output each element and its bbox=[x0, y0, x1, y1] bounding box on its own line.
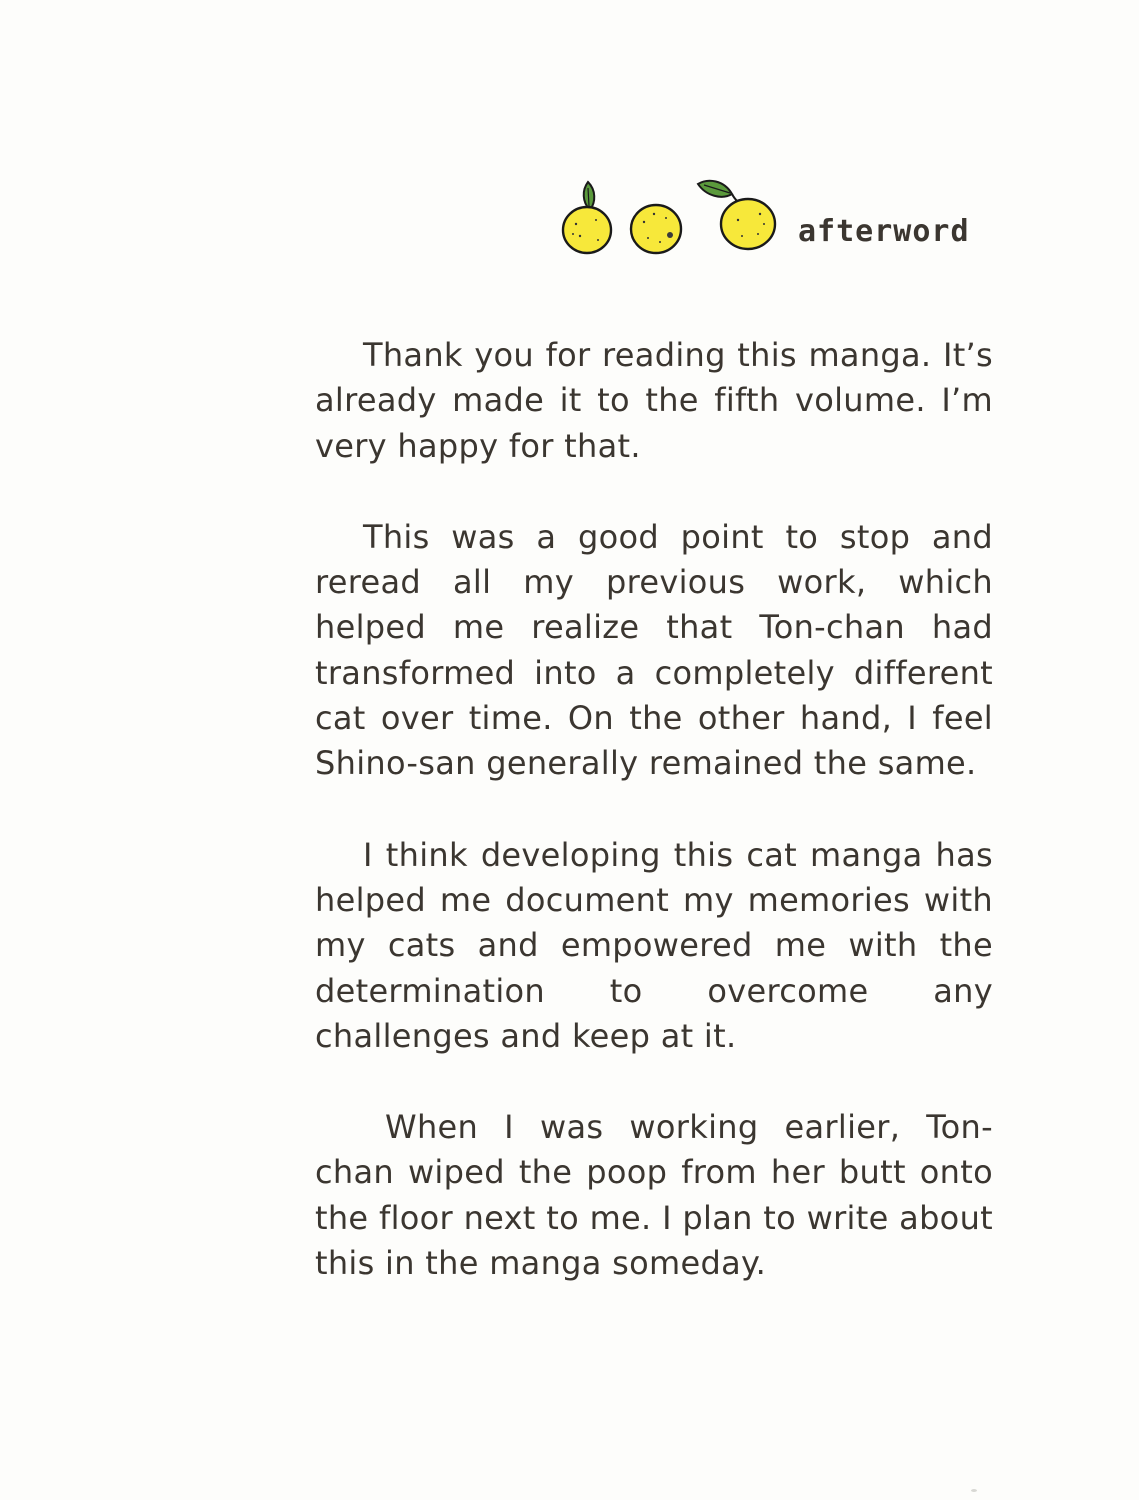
yuzu-with-leaf-icon bbox=[694, 176, 784, 256]
page-speck bbox=[971, 1489, 977, 1492]
paragraph: Thank you for reading this manga. It’s already made it to the fifth volume. I’m very happy for that. bbox=[315, 336, 993, 465]
paragraph: When I was working earlier, Ton-chan wiped the poop from her butt onto the floor next to me. I plan to write about this in the manga someday. bbox=[315, 1108, 993, 1283]
page-title: afterword bbox=[798, 214, 970, 249]
paragraph: This was a good point to stop and reread all my previous work, which helped me realize that Ton-chan had transformed into a completely different cat over time. On the other hand, I feel Shino-san generally remained the same. bbox=[315, 517, 993, 783]
yuzu-with-leaf-icon bbox=[558, 176, 618, 256]
afterword-header bbox=[558, 170, 988, 260]
yuzu-icon bbox=[628, 200, 688, 258]
afterword-body bbox=[315, 333, 993, 1332]
paragraph: I think developing this cat manga has helped me document my memories with my cats and empowered me with the determination to overcome any challenges and keep at it. bbox=[315, 835, 993, 1055]
